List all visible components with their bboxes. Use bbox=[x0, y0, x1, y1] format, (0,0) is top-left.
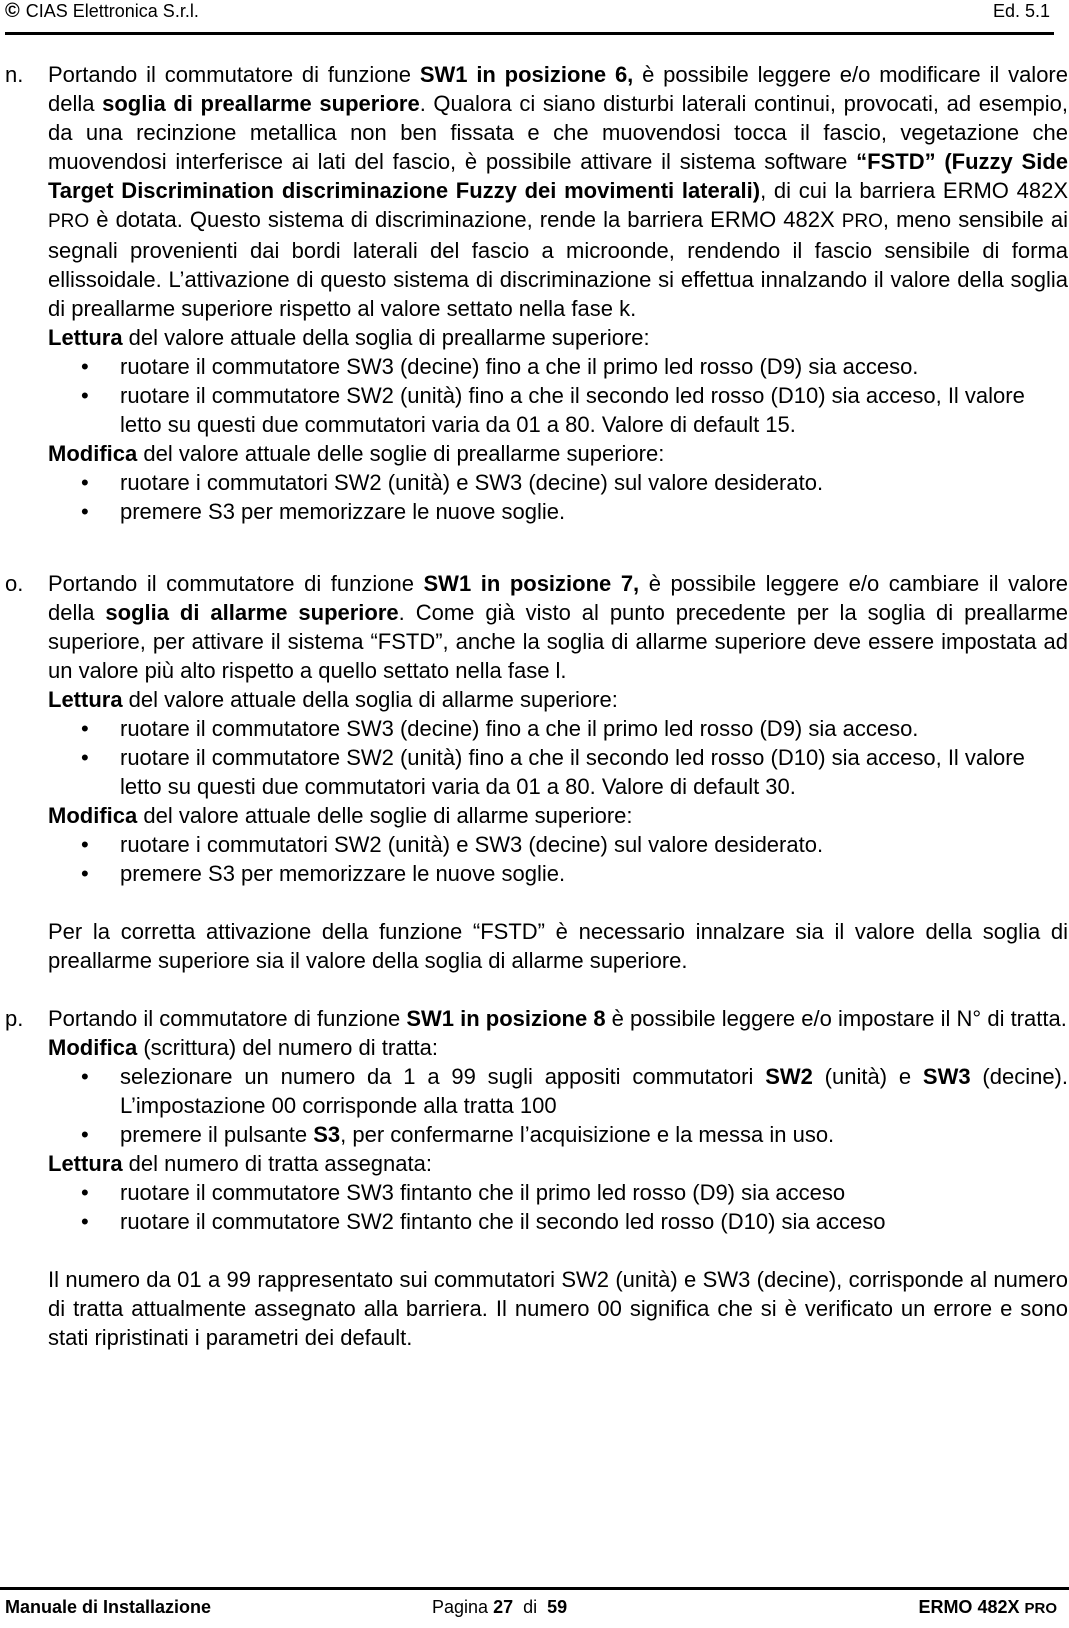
bullet-icon: • bbox=[81, 832, 89, 857]
list-item: • ruotare i commutatori SW2 (unità) e SW3 (decine) sul valore desiderato. bbox=[81, 832, 824, 857]
section-letter: n. bbox=[5, 62, 24, 87]
section-paragraph: Portando il commutatore di funzione SW1 in posizione 7, è possibile leggere e/o cambiare il valore della soglia di allarme superiore. Come già visto al punto precedente per la soglia di preallarme superiore, per attivare il sistema “FSTD”, anche la soglia di allarme superiore deve essere impostata ad un valore più alto rispetto a quello settato nella fase l. bbox=[48, 571, 1069, 683]
bullet-icon: • bbox=[81, 1209, 89, 1234]
modify-list bbox=[48, 468, 1068, 526]
page-header bbox=[5, 0, 1064, 30]
bullet-icon: • bbox=[81, 1122, 89, 1147]
page-number: Pagina 27 di 59 bbox=[432, 1597, 568, 1617]
modify-heading: Modifica (scrittura) del numero di tratta: bbox=[48, 1035, 439, 1060]
header-company bbox=[5, 0, 199, 22]
bullet-icon: • bbox=[81, 1180, 89, 1205]
header-divider bbox=[5, 32, 1054, 35]
list-item: • ruotare il commutatore SW2 (unità) fino a che il secondo led rosso (D10) sia acceso, Il valore letto su questi due commutatori varia da 01 a 80. Valore di default 30. bbox=[81, 745, 1025, 799]
list-item: • ruotare il commutatore SW3 (decine) fino a che il primo led rosso (D9) sia acceso. bbox=[81, 354, 919, 379]
modify-heading: Modifica del valore attuale delle soglie di preallarme superiore: bbox=[48, 441, 665, 466]
page-footer bbox=[5, 1595, 1064, 1625]
read-heading: Lettura del valore attuale della soglia di allarme superiore: bbox=[48, 687, 618, 712]
list-item: • ruotare i commutatori SW2 (unità) e SW3 (decine) sul valore desiderato. bbox=[81, 470, 824, 495]
section-n bbox=[5, 60, 1068, 526]
modify-list bbox=[48, 1062, 1068, 1149]
bullet-icon: • bbox=[81, 354, 89, 379]
header-edition: Ed. 5.1 bbox=[992, 1, 1050, 21]
bullet-icon: • bbox=[81, 745, 89, 770]
read-heading: Lettura del valore attuale della soglia di preallarme superiore: bbox=[48, 325, 650, 350]
section-paragraph: Portando il commutatore di funzione SW1 in posizione 6, è possibile leggere e/o modificare il valore della soglia di preallarme superiore. Qualora ci siano disturbi laterali continui, provocati, ad esempio, da una recinzione metallica non ben fissata e che muovendosi tocca il fascio, vegetazione che muovendosi interferisce ai lati del fascio, è possibile attivare il sistema software “FSTD” (Fuzzy Side Target Discrimination discriminazione Fuzzy dei movimenti laterali), di cui la barriera ERMO 482X PRO è dotata. Questo sistema di discriminazione, rende la barriera ERMO 482X PRO, meno sensibile ai segnali provenienti dai bordi laterali del fascio a microonde, rendendo il fascio sensibile di forma ellissoidale. L’attivazione di questo sistema di discriminazione si effettua innalzando il valore della soglia di preallarme superiore rispetto al valore settato nella fase k. bbox=[48, 62, 1068, 321]
list-item: • ruotare il commutatore SW2 fintanto che il secondo led rosso (D10) sia acceso bbox=[81, 1209, 886, 1234]
manual-title: Manuale di Installazione bbox=[5, 1597, 212, 1617]
bullet-icon: • bbox=[81, 1064, 89, 1089]
section-p bbox=[5, 1004, 1068, 1352]
list-item: • ruotare il commutatore SW3 (decine) fino a che il primo led rosso (D9) sia acceso. bbox=[81, 716, 919, 741]
modify-list bbox=[48, 830, 1068, 888]
bullet-icon: • bbox=[81, 861, 89, 886]
list-item: • premere il pulsante S3, per confermarne l’acquisizione e la messa in uso. bbox=[81, 1122, 835, 1147]
list-item: • ruotare il commutatore SW2 (unità) fino a che il secondo led rosso (D10) sia acceso, Il valore letto su questi due commutatori varia da 01 a 80. Valore di default 15. bbox=[81, 383, 1025, 437]
bullet-icon: • bbox=[81, 470, 89, 495]
section-note: Il numero da 01 a 99 rappresentato sui commutatori SW2 (unità) e SW3 (decine), corrisponde al numero di tratta attualmente assegnato alla barriera. Il numero 00 significa che si è verificato un errore e sono stati ripristinati i parametri dei default. bbox=[48, 1267, 1068, 1350]
section-o bbox=[5, 569, 1068, 975]
copyright-icon: © bbox=[5, 0, 20, 22]
modify-heading: Modifica del valore attuale delle soglie di allarme superiore: bbox=[48, 803, 633, 828]
read-heading: Lettura del numero di tratta assegnata: bbox=[48, 1151, 432, 1176]
list-item: • premere S3 per memorizzare le nuove soglie. bbox=[81, 499, 566, 524]
product-name: ERMO 482X PRO bbox=[918, 1597, 1057, 1617]
section-letter: o. bbox=[5, 571, 24, 596]
read-list bbox=[48, 1178, 1068, 1236]
section-paragraph: Portando il commutatore di funzione SW1 in posizione 8 è possibile leggere e/o impostare il N° di tratta. bbox=[48, 1006, 1067, 1031]
read-list bbox=[48, 352, 1068, 439]
section-letter: p. bbox=[5, 1006, 24, 1031]
footer-divider bbox=[0, 1587, 1069, 1590]
list-item: • premere S3 per memorizzare le nuove soglie. bbox=[81, 861, 566, 886]
read-list bbox=[48, 714, 1068, 801]
list-item: • selezionare un numero da 1 a 99 sugli appositi commutatori SW2 (unità) e SW3 (decine). L’impostazione 00 corrisponde alla tratta 100 bbox=[81, 1064, 1068, 1118]
bullet-icon: • bbox=[81, 716, 89, 741]
document-body bbox=[5, 60, 1068, 1352]
bullet-icon: • bbox=[81, 383, 89, 408]
list-item: • ruotare il commutatore SW3 fintanto che il primo led rosso (D9) sia acceso bbox=[81, 1180, 846, 1205]
company-name: CIAS Elettronica S.r.l. bbox=[25, 1, 199, 21]
section-note: Per la corretta attivazione della funzione “FSTD” è necessario innalzare sia il valore della soglia di preallarme superiore sia il valore della soglia di allarme superiore. bbox=[48, 919, 1068, 973]
bullet-icon: • bbox=[81, 499, 89, 524]
